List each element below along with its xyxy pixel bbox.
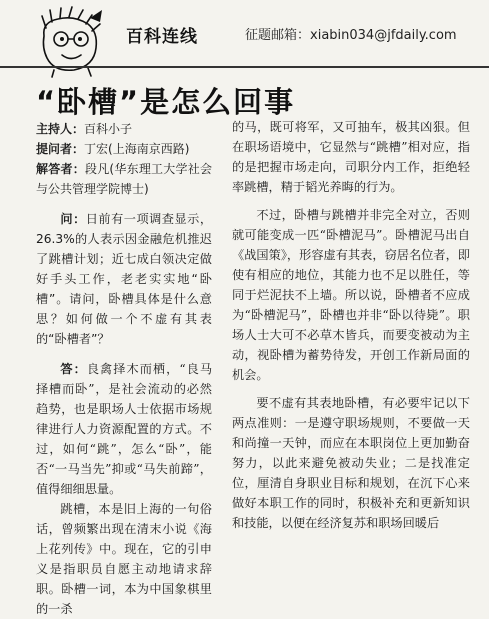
answer-paragraph-2: 跳槽，本是旧上海的一句俗话，曾频繁出现在清末小说《海上花列传》中。现在，它的引申义是指职员自愿主动地请求辞职。卧槽一词，本为中国象棋里的一杀 <box>36 502 212 616</box>
submission-email <box>245 24 457 43</box>
article-title: “卧槽”是怎么回事 <box>36 85 296 119</box>
section-title: 百科连线 <box>126 27 198 47</box>
email-label: 征题邮箱： <box>245 28 311 43</box>
host-line: 主持人：百科小子 <box>36 122 133 136</box>
right-paragraph-1: 的马，既可将军，又可抽车，极其凶狠。但在职场语境中，它显然与“跳槽”相对应，指的是把握市场走向，司职分内工作，拒绝轻率跳槽，精于韬光养晦的行为。 <box>232 120 470 194</box>
email-address: xiabin034@jfdaily.com <box>310 28 457 43</box>
right-paragraph-3: 要不虚有其表地卧槽，有必要牢记以下两点准则：一是遵守职场规则，不要做一天和尚撞一天钟，而应在本职岗位上更加勤奋努力，以此来避免被动失业；二是找准定位，厘清自身职业目标和规划，在沉下心来做好本职工作的同时，积极补充和更新知识和技能，以便在经济复苏和职场回暖后 <box>232 396 470 530</box>
question-paragraph: 问：日前有一项调查显示，26.3%的人表示因金融危机推迟了跳槽计划；近七成白领决定做好手头工作，老老实实地“卧槽”。请问，卧槽具体是什么意思？如何做一个不虚有其表的“卧槽者”？ <box>36 212 213 346</box>
answer-paragraph-1: 答：良禽择木而栖，“良马择槽而卧”，是社会流动的必然趋势，也是职场人士依据市场规律进行人力资源配置的方式。不过，如何“跳”，怎么“卧”，能否“一马当先”抑或“马失前蹄”，值得细细思量。 <box>36 362 213 496</box>
right-paragraph-2: 不过，卧槽与跳槽并非完全对立，否则就可能变成一匹“卧槽泥马”。卧槽泥马出自《战国策》，形容虚有其表，窃居名位者，即使有相应的地位，其能力也不足以胜任，等同于烂泥扶不上墙。所以说，卧槽者不应成为“卧槽泥马”，卧槽也并非“卧以待毙”。职场人士大可不必草木皆兵，而要变被动为主动，视卧槽为蓄势待发，开创工作新局面的机会。 <box>232 208 470 382</box>
column-header <box>0 0 489 80</box>
answerer-line: 解答者：段凡(华东理工大学社会与公共管理学院博士) <box>36 162 212 196</box>
right-column <box>232 117 470 533</box>
header-rule <box>0 66 489 68</box>
left-column <box>36 119 212 619</box>
asker-line: 提问者：丁宏(上海南京西路) <box>36 142 190 156</box>
